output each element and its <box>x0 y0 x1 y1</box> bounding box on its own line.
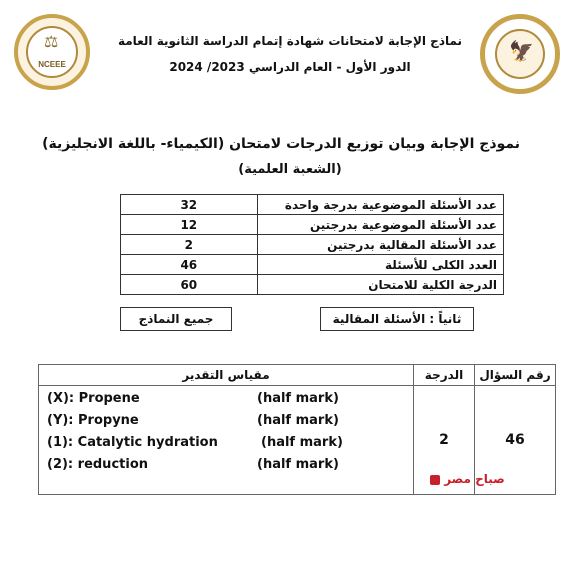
summary-label: عدد الأسئلة المقالية بدرجتين <box>257 235 503 255</box>
header-line-2: الدور الأول - العام الدراسي 2023/ 2024 <box>169 60 411 74</box>
summary-label: الدرجة الكلية للامتحان <box>257 275 503 295</box>
summary-row <box>121 275 504 295</box>
summary-value: 32 <box>121 195 258 215</box>
answer-mark: (half mark) <box>261 435 343 450</box>
nceee-logo <box>14 14 90 90</box>
summary-label: عدد الأسئلة الموضوعية بدرجة واحدة <box>257 195 503 215</box>
summary-value: 60 <box>121 275 258 295</box>
rubric-cell <box>39 386 414 495</box>
summary-row <box>121 195 504 215</box>
answer-item: (Y): Propyne <box>47 413 139 428</box>
summary-value: 12 <box>121 215 258 235</box>
summary-label: العدد الكلى للأسئلة <box>257 255 503 275</box>
section-label: ثانياً : الأسئلة المقالية <box>320 307 474 331</box>
scale-icon: ⚖ <box>44 32 59 51</box>
question-number: 46 <box>475 386 556 495</box>
summary-value: 46 <box>121 255 258 275</box>
answer-table-header <box>39 365 556 386</box>
answer-item: (2): reduction <box>47 457 149 472</box>
eagle-icon: 🦅 <box>509 39 534 63</box>
list-item <box>39 410 413 432</box>
header-question-no: رقم السؤال <box>475 365 556 386</box>
page-subtitle: (الشعبة العلمية) <box>238 162 342 177</box>
list-item <box>39 454 413 476</box>
watermark-text: صباح مصر <box>444 472 505 486</box>
answer-mark: (half mark) <box>257 457 339 472</box>
question-grade: 2 <box>414 386 475 495</box>
watermark <box>430 472 505 486</box>
summary-row <box>121 235 504 255</box>
answer-mark: (half mark) <box>257 391 339 406</box>
header-line-1: نماذج الإجابة لامتحانات شهادة إتمام الدراسة الثانوية العامة <box>117 34 463 48</box>
list-item <box>39 388 413 410</box>
answer-mark: (half mark) <box>257 413 339 428</box>
watermark-icon <box>430 475 440 485</box>
all-models-label: جميع النماذج <box>120 307 232 331</box>
summary-row <box>121 215 504 235</box>
list-item <box>39 432 413 454</box>
header-grade: الدرجة <box>414 365 475 386</box>
answer-item: (1): Catalytic hydration <box>47 435 218 450</box>
header-rubric: مقياس التقدير <box>39 365 414 386</box>
page-title: نموذج الإجابة وبيان توزيع الدرجات لامتحان (الكيمياء- باللغة الانجليزية) <box>42 136 520 152</box>
answer-item: (X): Propene <box>47 391 140 406</box>
summary-label: عدد الأسئلة الموضوعية بدرجتين <box>257 215 503 235</box>
summary-value: 2 <box>121 235 258 255</box>
nceee-logo-text: NCEEE <box>38 60 66 69</box>
summary-row <box>121 255 504 275</box>
summary-table <box>120 194 504 295</box>
ministry-logo <box>480 14 560 94</box>
